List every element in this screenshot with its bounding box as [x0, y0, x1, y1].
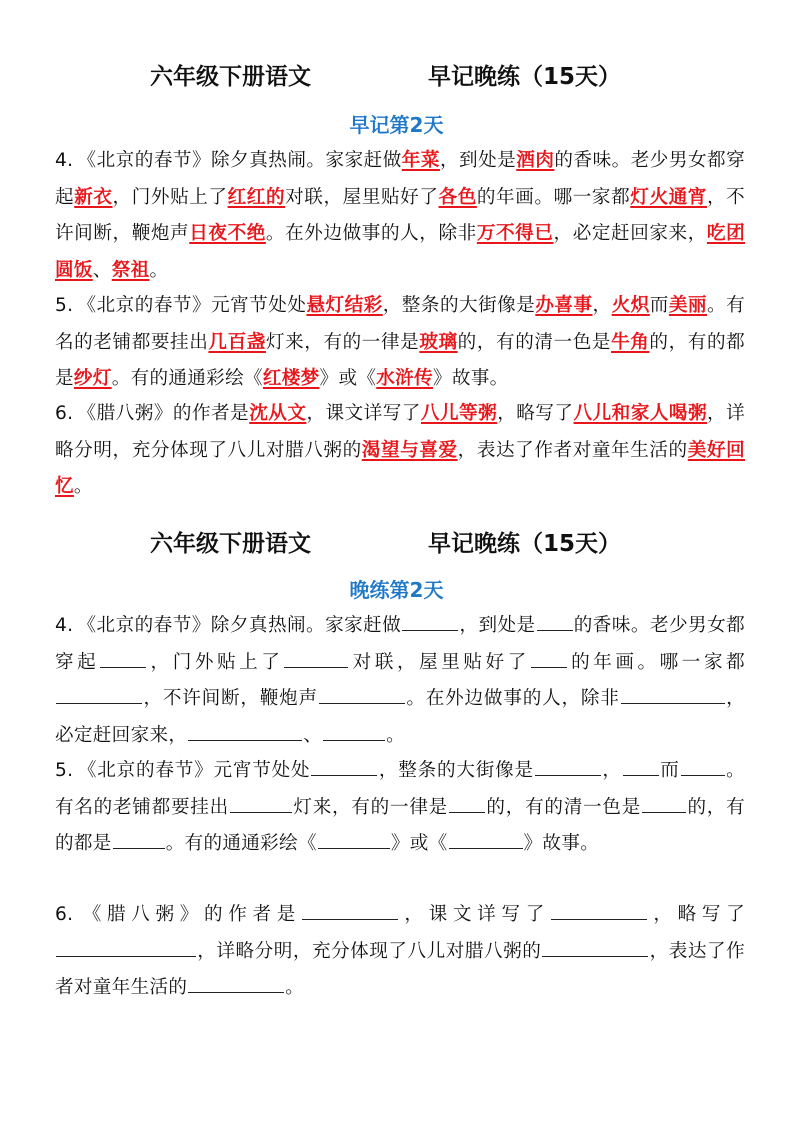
answer-blank[interactable] [542, 955, 648, 957]
question-text: 的年画。哪一家都 [567, 651, 745, 673]
answer-blank[interactable] [230, 811, 292, 813]
answer-blank[interactable] [681, 774, 725, 776]
answer-blank[interactable] [284, 666, 348, 668]
question-text: 。有的通通彩绘《 [111, 368, 263, 389]
answer-blank[interactable] [531, 666, 567, 668]
question-text: ，表达了作者对童年生活的 [457, 439, 688, 461]
evening-question-5 [55, 753, 745, 863]
answer: 玻璃 [419, 331, 458, 353]
answer: 祭祖 [111, 259, 150, 281]
answer: 八儿等粥 [420, 403, 498, 424]
answer: 红楼梦 [262, 368, 320, 389]
morning-question-6 [55, 396, 745, 506]
answer-blank[interactable] [449, 847, 523, 849]
answer-blank[interactable] [113, 847, 165, 849]
question-text: 的，有的都是 [55, 796, 746, 854]
evening-subtitle: 晚练第2天 [349, 578, 444, 602]
question-text: ，略写了 [497, 403, 574, 424]
question-text: 。 [149, 259, 169, 281]
question-text: ，课文详写了 [399, 904, 550, 925]
answer-blank[interactable] [623, 774, 659, 776]
answer-blank[interactable] [188, 991, 284, 993]
question-text: 而 [659, 760, 680, 781]
question-number: 4. [55, 150, 74, 171]
answer-blank[interactable] [537, 629, 573, 631]
evening-question-4 [55, 608, 745, 754]
answer: 悬灯结彩 [306, 295, 383, 316]
question-text: ，门外贴上了 [112, 186, 228, 208]
answer: 吃团圆饭 [55, 223, 745, 281]
question-text: ，整条的大街像是 [382, 295, 536, 316]
answer: 酒肉 [516, 150, 555, 171]
answer: 灯火通宵 [630, 186, 707, 208]
title-practice: 早记晚练（15天） [428, 531, 622, 557]
question-text: 。有名的老铺都要挂出 [55, 295, 745, 353]
question-text: ， [601, 760, 622, 781]
question-text: ，必定赶回家来， [553, 223, 707, 244]
question-text: 《北京的春节》元宵节处处 [77, 760, 311, 781]
question-text: 的，有的清一色是 [485, 796, 642, 818]
question-number: 6. [55, 904, 74, 925]
question-text: 对联，屋里贴好了 [349, 651, 530, 673]
question-text: ，详略分明，充分体现了八儿对腊八粥的 [197, 940, 542, 962]
answer: 新衣 [74, 186, 113, 208]
question-text: 的年画。哪一家都 [476, 186, 631, 208]
answer: 美好回忆 [55, 439, 745, 497]
question-text: 》或《 [319, 368, 377, 389]
question-text: 。有的通通彩绘《 [165, 833, 317, 854]
answer: 红红的 [227, 186, 286, 208]
question-text: 对联，屋里贴好了 [285, 186, 439, 208]
question-text: 。 [285, 977, 305, 998]
question-text: ，门外贴上了 [147, 651, 284, 673]
answer-blank[interactable] [449, 811, 485, 813]
answer: 水浒传 [376, 368, 433, 389]
answer-blank[interactable] [56, 702, 142, 704]
question-text: ，整条的大街像是 [378, 760, 534, 781]
answer-blank[interactable] [311, 774, 377, 776]
morning-question-4 [55, 143, 745, 289]
answer: 火炽 [611, 295, 650, 316]
answer-blank[interactable] [319, 702, 405, 704]
answer: 日夜不绝 [189, 223, 266, 244]
morning-subtitle: 早记第2天 [349, 113, 444, 137]
answer-blank[interactable] [318, 847, 390, 849]
question-text: ，不许间断，鞭炮声 [143, 688, 318, 709]
question-text: 的，有的清一色是 [457, 331, 612, 353]
answer-blank[interactable] [302, 918, 398, 920]
answer-blank[interactable] [323, 739, 385, 741]
question-text: 《北京的春节》元宵节处处 [77, 295, 307, 316]
answer: 办喜事 [535, 295, 593, 316]
question-text: 的香味。老少男女都穿起 [55, 150, 745, 208]
question-text: 《腊八粥》的作者是 [77, 904, 302, 925]
question-number: 4. [55, 615, 74, 636]
question-text: 的香味。老少男女都穿起 [55, 615, 746, 673]
question-text: 》或《 [390, 833, 448, 854]
answer-blank[interactable] [188, 739, 302, 741]
answer-blank[interactable] [56, 955, 196, 957]
title-grade-subject: 六年级下册语文 [150, 531, 311, 557]
answer-blank[interactable] [100, 666, 146, 668]
answer: 牛角 [611, 331, 650, 353]
question-text: ，不许间断，鞭炮声 [55, 186, 746, 244]
answer: 美丽 [668, 295, 708, 316]
question-text: 》故事。 [523, 833, 600, 854]
answer: 八儿和家人喝粥 [573, 403, 708, 424]
question-text: 。有名的老铺都要挂出 [55, 760, 745, 818]
question-text: 。在外边做事的人，除非 [265, 223, 477, 244]
answer: 纱灯 [73, 368, 112, 389]
question-text: 。 [386, 724, 406, 746]
question-text: 而 [649, 295, 669, 316]
question-text: 《北京的春节》除夕真热闹。家家赶做 [77, 615, 402, 636]
question-text: ，详略分明，充分体现了八儿对腊八粥的 [55, 403, 746, 461]
title-grade-subject: 六年级下册语文 [150, 64, 311, 90]
question-number: 6. [55, 403, 74, 424]
answer-blank[interactable] [551, 918, 647, 920]
answer: 万不得已 [476, 223, 554, 244]
question-text: 、 [92, 259, 112, 281]
question-text: 的，有的都是 [55, 331, 746, 389]
question-text: 灯来，有的一律是 [265, 331, 420, 353]
question-text: ，到处是 [439, 150, 517, 171]
question-text: 《腊八粥》的作者是 [77, 403, 250, 424]
question-text: 、 [303, 724, 323, 746]
answer: 沈从文 [249, 403, 307, 424]
question-text: ，略写了 [647, 904, 746, 925]
answer: 各色 [438, 186, 477, 208]
question-text: 。 [73, 476, 93, 497]
answer: 几百盏 [208, 331, 266, 353]
question-text: ，到处是 [459, 615, 536, 636]
evening-question-6 [55, 897, 745, 1007]
answer-blank[interactable] [402, 629, 458, 631]
question-text: ，课文详写了 [306, 403, 421, 424]
question-text: 》故事。 [432, 368, 509, 389]
question-text: ，必定赶回家来， [55, 688, 745, 746]
question-text: 灯来，有的一律是 [292, 796, 448, 818]
answer-blank[interactable] [621, 702, 725, 704]
answer: 渴望与喜爱 [361, 439, 458, 461]
question-text: ，表达了作者对童年生活的 [55, 940, 745, 998]
title-practice: 早记晚练（15天） [428, 64, 622, 90]
question-number: 5. [55, 295, 74, 316]
answer-blank[interactable] [642, 811, 686, 813]
question-number: 5. [55, 760, 74, 781]
answer-blank[interactable] [535, 774, 601, 776]
question-text: 《北京的春节》除夕真热闹。家家赶做 [77, 150, 402, 171]
morning-question-5 [55, 288, 745, 398]
question-text: ， [592, 295, 612, 316]
question-text: 。在外边做事的人，除非 [405, 688, 620, 709]
answer: 年菜 [401, 150, 440, 171]
